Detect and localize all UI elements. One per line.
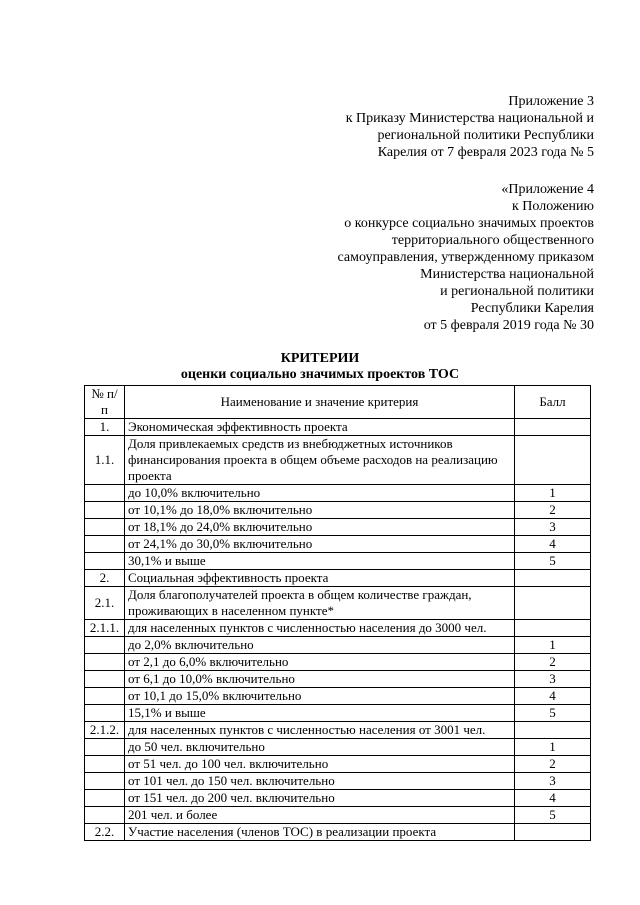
criterion-name: от 151 чел. до 200 чел. включительно [125, 790, 515, 807]
appendix-4-line: Республики Карелия [470, 301, 594, 316]
criterion-name: Социальная эффективность проекта [125, 570, 515, 587]
column-header-number: № п/п [85, 386, 125, 419]
appendix-4-line: и региональной политики [440, 284, 594, 299]
table-row [85, 722, 591, 739]
table-row [85, 536, 591, 553]
table-row [85, 620, 591, 637]
criterion-name: для населенных пунктов с численностью населения до 3000 чел. [125, 620, 515, 637]
criteria-table-body [85, 419, 591, 841]
criterion-name: Экономическая эффективность проекта [125, 419, 515, 436]
appendix-3-line: региональной политики Республики [377, 128, 594, 143]
criterion-score [515, 419, 591, 436]
criterion-name: 15,1% и выше [125, 705, 515, 722]
criterion-name: от 24,1% до 30,0% включительно [125, 536, 515, 553]
criterion-name: от 101 чел. до 150 чел. включительно [125, 773, 515, 790]
criterion-number: 2.1. [85, 587, 125, 620]
criterion-number [85, 654, 125, 671]
table-row [85, 637, 591, 654]
criterion-score: 2 [515, 654, 591, 671]
column-header-score: Балл [515, 386, 591, 419]
criterion-number: 1.1. [85, 436, 125, 485]
criterion-name: от 10,1% до 18,0% включительно [125, 502, 515, 519]
criterion-number [85, 807, 125, 824]
criterion-score: 5 [515, 705, 591, 722]
appendix-4-line: от 5 февраля 2019 года № 30 [423, 318, 594, 333]
criterion-name: до 10,0% включительно [125, 485, 515, 502]
table-row [85, 807, 591, 824]
criterion-name: от 2,1 до 6,0% включительно [125, 654, 515, 671]
criterion-number [85, 705, 125, 722]
criterion-score: 5 [515, 553, 591, 570]
criterion-score [515, 722, 591, 739]
table-header-row [85, 386, 591, 419]
appendix-3-header [346, 93, 594, 161]
criterion-score: 3 [515, 773, 591, 790]
criterion-number [85, 553, 125, 570]
criterion-name: до 50 чел. включительно [125, 739, 515, 756]
criterion-number [85, 485, 125, 502]
appendix-3-line: Приложение 3 [508, 94, 594, 109]
criterion-score [515, 570, 591, 587]
criterion-name: от 51 чел. до 100 чел. включительно [125, 756, 515, 773]
criterion-score: 2 [515, 756, 591, 773]
criterion-score: 5 [515, 807, 591, 824]
criterion-name: Участие населения (членов ТОС) в реализации проекта [125, 824, 515, 841]
table-row [85, 671, 591, 688]
criterion-score: 4 [515, 688, 591, 705]
table-row [85, 519, 591, 536]
table-row [85, 419, 591, 436]
table-row [85, 773, 591, 790]
appendix-4-line: Министерства национальной [420, 267, 594, 282]
appendix-3-line: к Приказу Министерства национальной и [345, 111, 594, 126]
appendix-4-line: самоуправления, утвержденному приказом [337, 250, 594, 265]
criterion-number: 2. [85, 570, 125, 587]
criterion-score [515, 587, 591, 620]
table-row [85, 705, 591, 722]
column-header-name: Наименование и значение критерия [125, 386, 515, 419]
criterion-name: от 6,1 до 10,0% включительно [125, 671, 515, 688]
table-row [85, 756, 591, 773]
criterion-number [85, 739, 125, 756]
criterion-number [85, 502, 125, 519]
criterion-number [85, 536, 125, 553]
criterion-score: 2 [515, 502, 591, 519]
appendix-4-line: территориального общественного [391, 233, 594, 248]
appendix-4-line: «Приложение 4 [501, 182, 594, 197]
table-row [85, 485, 591, 502]
criterion-score: 3 [515, 671, 591, 688]
appendix-3-line: Карелия от 7 февраля 2023 года № 5 [377, 145, 594, 160]
table-row [85, 553, 591, 570]
criterion-number [85, 637, 125, 654]
criterion-name: Доля благополучателей проекта в общем количестве граждан, проживающих в населенном пункте* [125, 587, 515, 620]
criteria-table [84, 385, 591, 841]
criterion-name: 201 чел. и более [125, 807, 515, 824]
criterion-name: от 18,1% до 24,0% включительно [125, 519, 515, 536]
criterion-name: для населенных пунктов с численностью населения от 3001 чел. [125, 722, 515, 739]
table-row [85, 436, 591, 485]
criterion-number [85, 756, 125, 773]
criterion-score: 4 [515, 790, 591, 807]
criterion-number [85, 519, 125, 536]
criterion-number: 1. [85, 419, 125, 436]
criterion-number: 2.2. [85, 824, 125, 841]
criterion-number [85, 671, 125, 688]
criterion-name: 30,1% и выше [125, 553, 515, 570]
table-row [85, 688, 591, 705]
criterion-score: 1 [515, 739, 591, 756]
criterion-score [515, 620, 591, 637]
criterion-name: до 2,0% включительно [125, 637, 515, 654]
table-row [85, 587, 591, 620]
appendix-4-header [338, 181, 594, 334]
criterion-score [515, 436, 591, 485]
criterion-score: 4 [515, 536, 591, 553]
title-subtitle: оценки социально значимых проектов ТОС [180, 367, 460, 382]
criterion-score [515, 824, 591, 841]
criterion-name: Доля привлекаемых средств из внебюджетных источников финансирования проекта в общем объеме расходов на реализацию проекта [125, 436, 515, 485]
table-row [85, 790, 591, 807]
criterion-score: 1 [515, 637, 591, 654]
table-row [85, 824, 591, 841]
criterion-score: 1 [515, 485, 591, 502]
criterion-name: от 10,1 до 15,0% включительно [125, 688, 515, 705]
table-row [85, 654, 591, 671]
criterion-score: 3 [515, 519, 591, 536]
document-title [0, 350, 640, 383]
appendix-4-line: о конкурсе социально значимых проектов [344, 216, 594, 231]
title-main: КРИТЕРИИ [280, 351, 360, 366]
criterion-number: 2.1.2. [85, 722, 125, 739]
criterion-number [85, 773, 125, 790]
table-row [85, 570, 591, 587]
table-row [85, 502, 591, 519]
criterion-number: 2.1.1. [85, 620, 125, 637]
table-row [85, 739, 591, 756]
criterion-number [85, 790, 125, 807]
criterion-number [85, 688, 125, 705]
appendix-4-line: к Положению [511, 199, 594, 214]
